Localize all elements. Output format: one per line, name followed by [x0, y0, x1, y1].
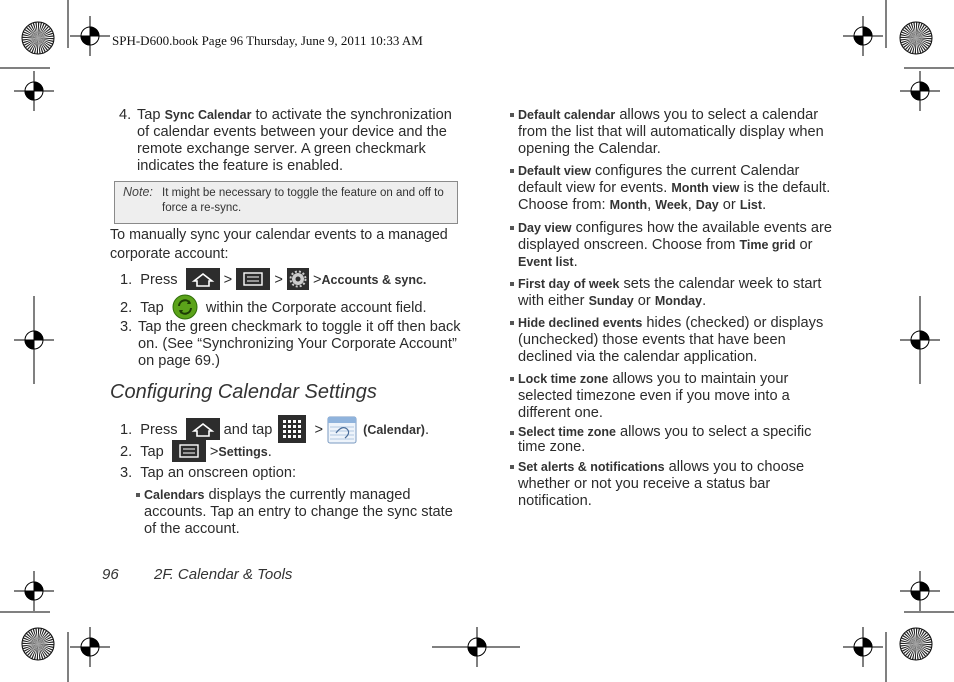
manual-step-3: 3. Tap the green checkmark to toggle it off then back on. (See “Synchronizing Your Corporate Account” on page 69.) — [120, 319, 461, 369]
config-step-1: 1. Press and tap > (Calendar). — [120, 414, 429, 444]
manual-step-1: 1. Press > > >Accounts & sync. — [120, 268, 426, 290]
bullet-marker — [510, 113, 514, 117]
bullet-marker — [510, 321, 514, 325]
registration-mark-icon — [900, 320, 940, 360]
app-grid-icon — [278, 415, 306, 443]
page-number: 96 — [102, 566, 119, 583]
menu-icon — [236, 268, 270, 290]
section-heading: Configuring Calendar Settings — [110, 381, 377, 403]
bullet-default-calendar: Default calendar allows you to select a calendar from the list that will automatically display when opening the Calendar. — [510, 107, 840, 158]
calendar-label: (Calendar) — [363, 423, 425, 437]
registration-mark-icon — [70, 16, 110, 56]
registration-mark-icon — [14, 71, 54, 111]
bullet-marker — [136, 493, 140, 497]
bullet-day-view: Day view configures how the available events are displayed onscreen. Choose from Time grid or Event list. — [510, 220, 840, 271]
bullet-select-time-zone: Select time zone allows you to select a specific time zone. — [510, 425, 840, 455]
bullet-first-day-of-week: First day of week sets the calendar week to start with either Sunday or Monday. — [510, 276, 840, 310]
settings-label: Settings — [218, 445, 268, 459]
config-step-3: 3. Tap an onscreen option: — [120, 465, 297, 481]
starburst-mark-icon — [899, 21, 933, 55]
starburst-mark-icon — [21, 21, 55, 55]
note-text: It might be necessary to toggle the feature on and off to force a re-sync. — [162, 187, 444, 214]
config-step-2: 2. Tap >Settings. — [120, 440, 272, 462]
home-icon — [186, 418, 220, 440]
manual-sync-intro: To manually sync your calendar events to a managed corporate account: — [110, 227, 448, 262]
bullet-hide-declined-events: Hide declined events hides (checked) or displays (unchecked) those events that have been declined via the calendar application. — [510, 315, 840, 366]
accounts-sync-label: Accounts & sync. — [321, 273, 427, 287]
note-label: Note: — [123, 185, 153, 199]
menu-icon — [172, 440, 206, 462]
registration-mark-icon — [14, 320, 54, 360]
registration-mark-icon — [843, 627, 883, 667]
bullet-default-view: Default view configures the current Calendar default view for events. Month view is the default. Choose from: Month, Week, Day or List. — [510, 163, 840, 214]
registration-mark-icon — [843, 16, 883, 56]
note-box — [114, 181, 458, 224]
sync-icon — [172, 294, 198, 320]
bullet-marker — [510, 226, 514, 230]
registration-mark-icon — [70, 627, 110, 667]
starburst-mark-icon — [21, 627, 55, 661]
step-4: 4. Tap Sync Calendar to activate the synchronization of calendar events between your device and the remote exchange server. A green checkmark indicates the feature is enabled. — [119, 107, 452, 174]
registration-mark-icon — [457, 627, 497, 667]
registration-mark-icon — [900, 571, 940, 611]
section-footer: 2F. Calendar & Tools — [154, 566, 293, 583]
settings-gear-icon — [287, 268, 309, 290]
calendars-bullet: Calendars displays the currently managed accounts. Tap an entry to change the sync state of the account. — [136, 487, 461, 538]
home-icon — [186, 268, 220, 290]
bullet-marker — [510, 282, 514, 286]
registration-mark-icon — [900, 71, 940, 111]
bullet-marker — [510, 169, 514, 173]
bullet-marker — [510, 465, 514, 469]
sync-calendar-label: Sync Calendar — [164, 108, 252, 122]
print-header: SPH-D600.book Page 96 Thursday, June 9, 2011 10:33 AM — [112, 33, 423, 48]
bullet-marker — [510, 431, 514, 435]
bullet-set-alerts: Set alerts & notifications allows you to choose whether or not you receive a status bar notification. — [510, 459, 840, 510]
starburst-mark-icon — [899, 627, 933, 661]
calendar-app-icon — [327, 414, 357, 444]
bullet-marker — [510, 377, 514, 381]
registration-mark-icon — [14, 571, 54, 611]
bullet-lock-time-zone: Lock time zone allows you to maintain your selected timezone even if you move into a different one. — [510, 371, 840, 422]
manual-step-2: 2. Tap within the Corporate account field. — [120, 294, 427, 320]
